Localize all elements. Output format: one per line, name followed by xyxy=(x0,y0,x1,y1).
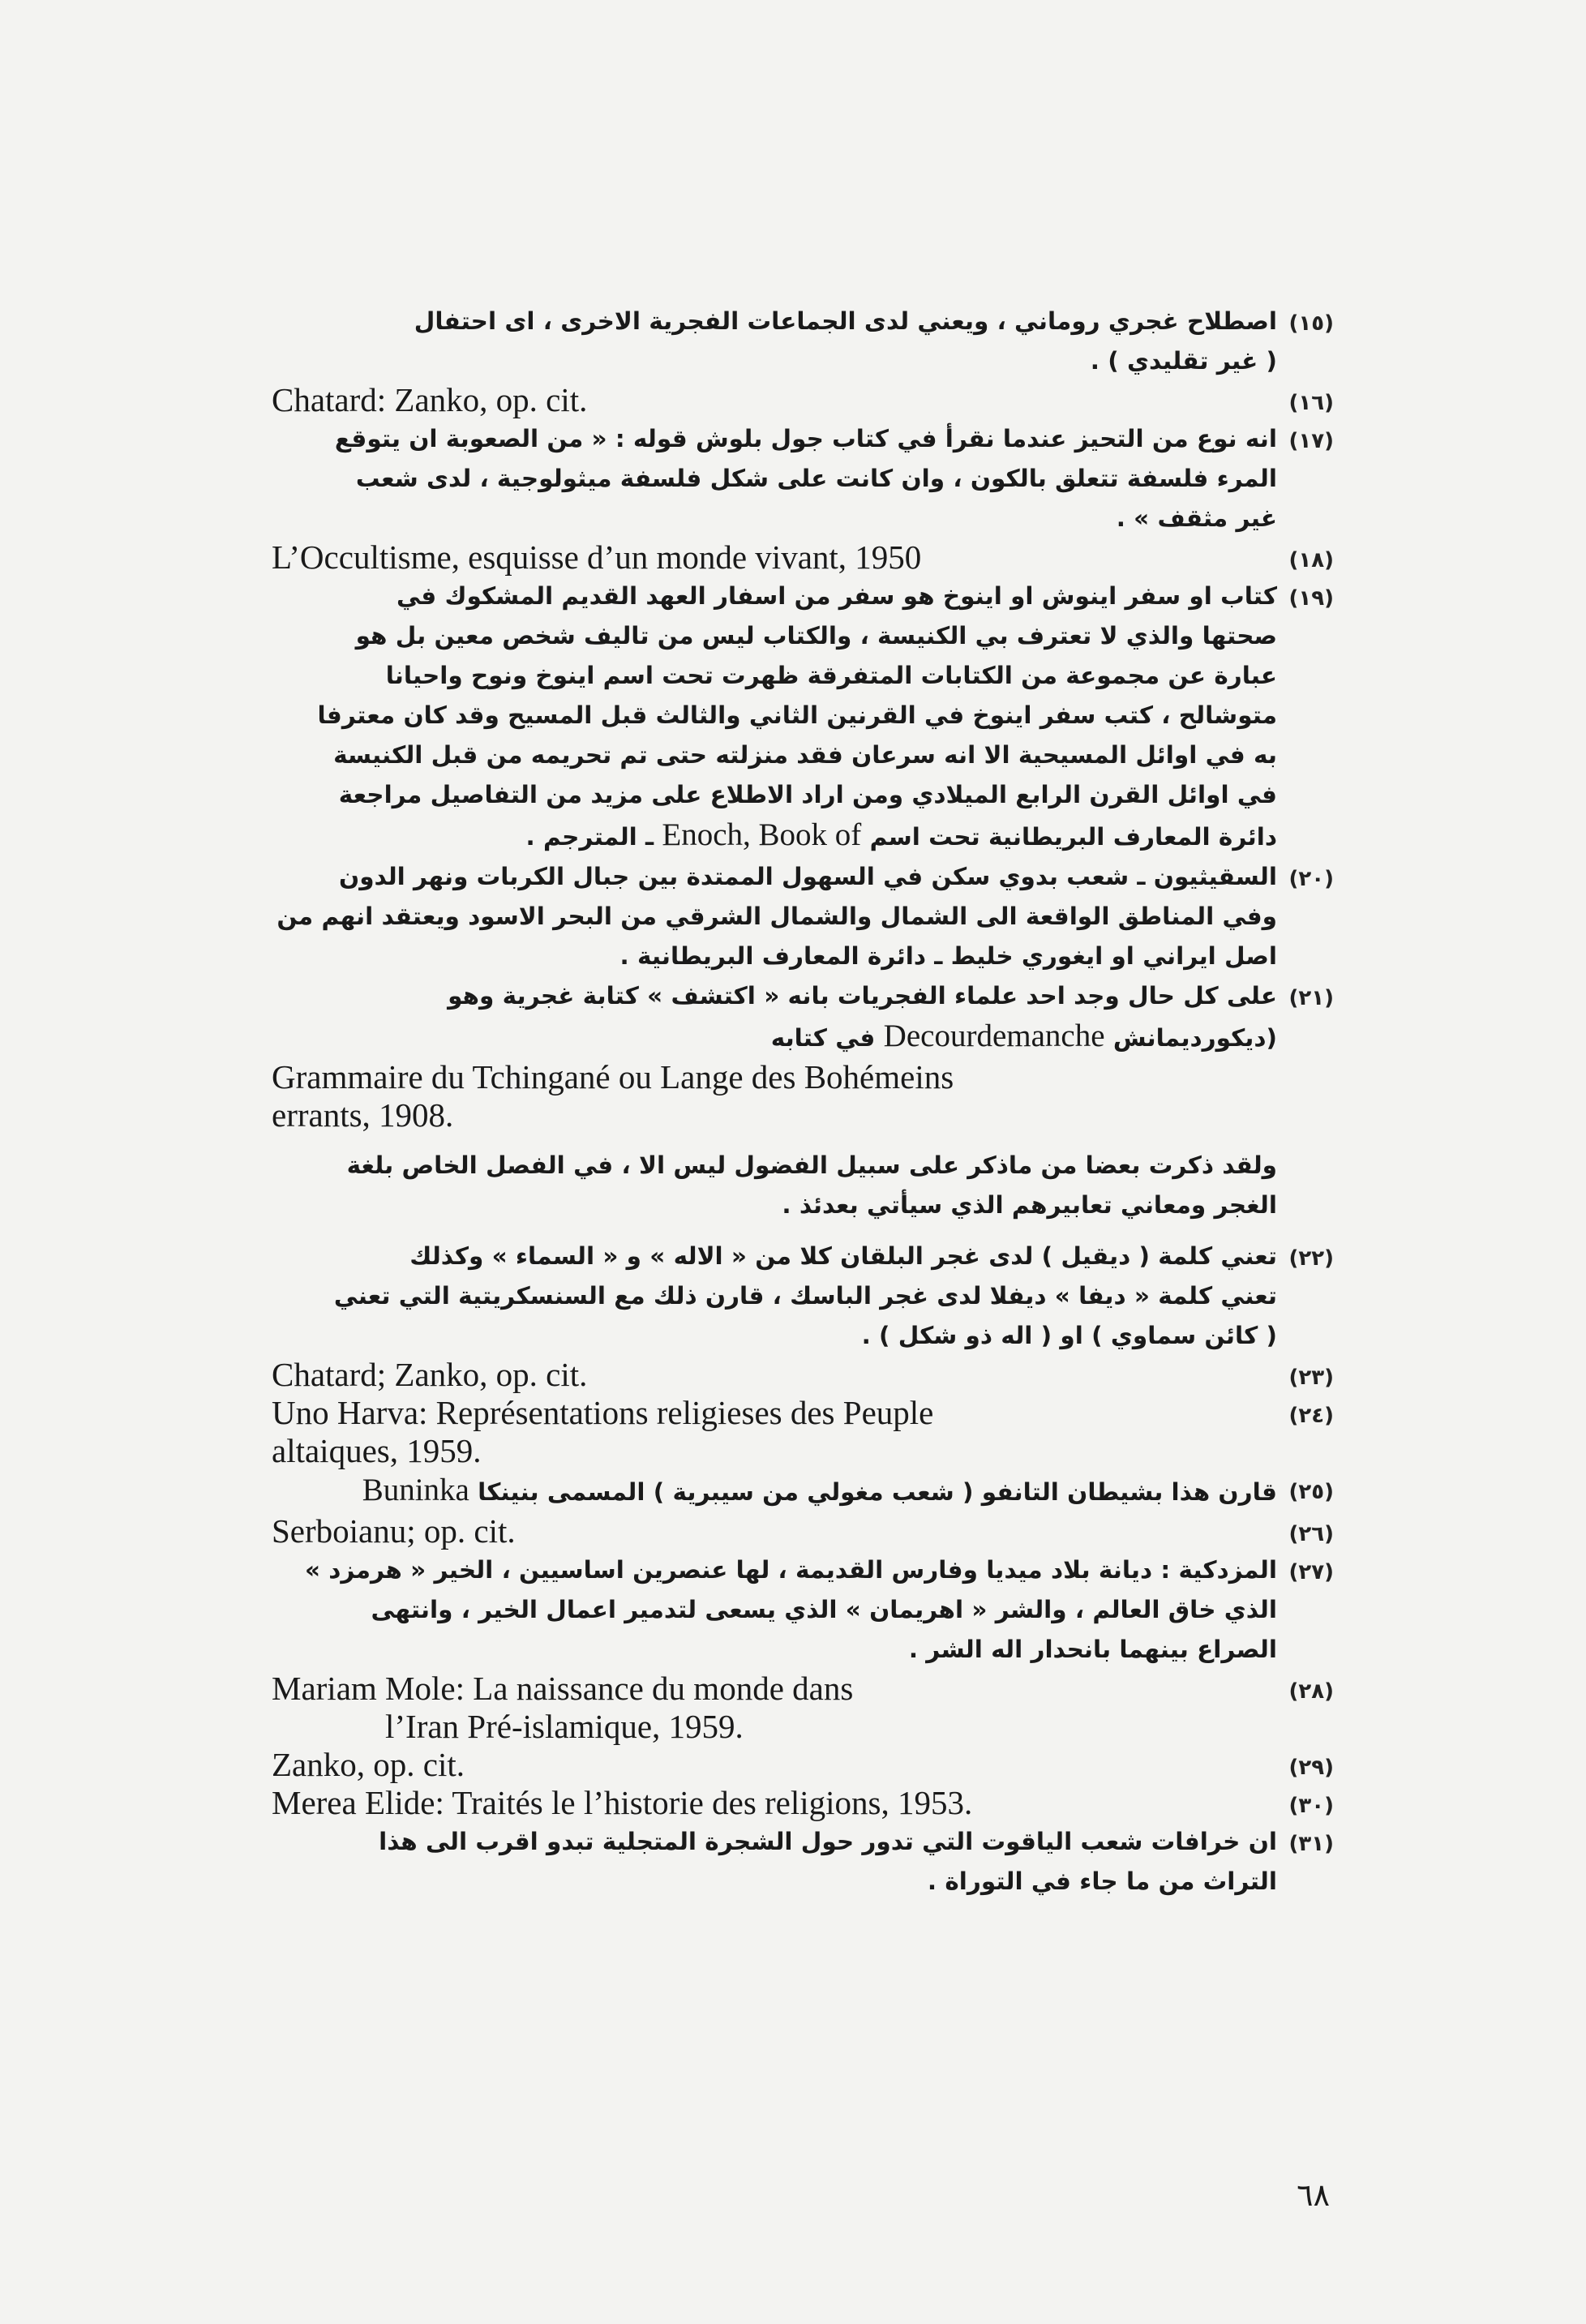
note-text-line: صحتها والذي لا تعترف بي الكنيسة ، والكتاب ليس من تاليف شخص معين بل هو xyxy=(355,622,1277,650)
latin-fragment: Enoch, Book of xyxy=(662,817,862,852)
note-24 xyxy=(272,1394,1334,1470)
note-text-line: السقيثيون ـ شعب بدوي سكن في السهول الممتدة بين جبال الكربات ونهر الدون xyxy=(339,863,1277,890)
note-text-line: تعني كلمة « ديفا » ديفلا لدى غجر الباسك ، قارن ذلك مع السنسكريتية التي تعني xyxy=(333,1282,1277,1310)
arabic-fragment: دائرة المعارف البريطانية تحت اسم xyxy=(869,823,1277,851)
citation-line: errants, 1908. xyxy=(272,1096,454,1134)
note-number: (٢٨) xyxy=(1288,1679,1334,1704)
note-text-line: غير مثقف » . xyxy=(1116,504,1277,532)
arabic-fragment: في كتابه xyxy=(770,1024,876,1052)
note-number: (٢٣) xyxy=(1288,1366,1334,1390)
note-number: (٢٧) xyxy=(1288,1560,1334,1584)
note-text-line: وفي المناطق الواقعة الى الشمال والشمال الشرقي من البحر الاسود ويعتقد انهم من xyxy=(276,903,1277,930)
note-31 xyxy=(272,1822,1334,1902)
note-15 xyxy=(272,302,1334,381)
page-number: ٦٨ xyxy=(1297,2177,1330,2213)
note-number: (١٦) xyxy=(1288,391,1334,415)
note-text-line: ان خرافات شعب الياقوت التي تدور حول الشجرة المتجلية تبدو اقرب الى هذا xyxy=(379,1828,1277,1855)
note-30 xyxy=(272,1784,1334,1822)
citation-line: L’Occultisme, esquisse d’un monde vivant, 1950 xyxy=(272,538,922,576)
note-number: (٢٤) xyxy=(1288,1404,1334,1428)
note-number: (٣٠) xyxy=(1288,1794,1334,1818)
note-number: (٢٠) xyxy=(1288,867,1334,891)
latin-fragment: Decourdemanche xyxy=(883,1018,1105,1053)
note-text-line: تعني كلمة ( ديقيل ) لدى غجر البلقان كلا من « الاله » و « السماء » وكذلك xyxy=(409,1242,1277,1270)
note-23 xyxy=(272,1356,1334,1394)
note-text-line: ولقد ذكرت بعضا من ماذكر على سبيل الفضول ليس الا ، في الفصل الخاص بلغة xyxy=(346,1151,1277,1179)
note-text-line: الذي خاق العالم ، والشر « اهريمان » الذي يسعى لتدمير اعمال الخير ، وانتهى xyxy=(371,1596,1277,1623)
note-28 xyxy=(272,1670,1334,1746)
citation-line: Zanko, op. cit. xyxy=(272,1746,465,1783)
note-text-line: الغجر ومعاني تعابيرهم الذي سيأتي بعدئذ . xyxy=(782,1191,1277,1219)
citation-line: Grammaire du Tchingané ou Lange des Bohémeins xyxy=(272,1058,954,1096)
note-text-line: التراث من ما جاء في التوراة . xyxy=(927,1867,1277,1895)
note-number: (١٩) xyxy=(1288,586,1334,611)
note-text-line: في اوائل القرن الرابع الميلادي ومن اراد الاطلاع على مزيد من التفاصيل مراجعة xyxy=(338,781,1277,808)
note-18 xyxy=(272,538,1334,577)
citation-line: altaiques, 1959. xyxy=(272,1432,482,1469)
note-25 xyxy=(272,1470,1334,1512)
note-number: (٣١) xyxy=(1288,1832,1334,1856)
endnotes-list xyxy=(272,302,1334,1902)
citation-line: Uno Harva: Représentations religieses des Peuple xyxy=(272,1394,934,1431)
note-text-line: اصطلاح غجري روماني ، ويعني لدى الجماعات الفجرية الاخرى ، اى احتفال xyxy=(414,307,1277,335)
note-number: (١٨) xyxy=(1288,548,1334,572)
note-text-line: اصل ايراني او ايغوري خليط ـ دائرة المعارف البريطانية . xyxy=(619,942,1277,970)
note-27 xyxy=(272,1550,1334,1670)
note-number: (٢٩) xyxy=(1288,1756,1334,1780)
note-mixed-line xyxy=(272,815,1277,857)
note-26 xyxy=(272,1512,1334,1550)
note-text-line: المزدكية : ديانة بلاد ميديا وفارس القديمة ، لها عنصرين اساسيين ، الخير « هرمزد » xyxy=(304,1556,1277,1584)
note-21 xyxy=(272,976,1334,1225)
arabic-fragment: قارن هذا بشيطان التانفو ( شعب مغولي من سيبرية ) المسمى بنينكا xyxy=(478,1478,1277,1506)
note-mixed-line xyxy=(272,1016,1277,1058)
note-22 xyxy=(272,1237,1334,1356)
note-16 xyxy=(272,381,1334,419)
citation-line: Merea Elide: Traités le l’historie des religions, 1953. xyxy=(272,1784,973,1821)
note-text-line: عبارة عن مجموعة من الكتابات المتفرقة ظهرت تحت اسم اينوخ ونوح واحيانا xyxy=(385,662,1277,689)
citation-line: Serboianu; op. cit. xyxy=(272,1512,516,1550)
note-text-line: ( غير تقليدي ) . xyxy=(1090,347,1277,375)
note-text-line: متوشالح ، كتب سفر اينوخ في القرنين الثاني والثالث قبل المسيح وقد كان معترفا xyxy=(317,701,1277,729)
note-text-line: على كل حال وجد احد علماء الفجريات بانه « اكتشف » كتابة غجرية وهو xyxy=(448,982,1277,1010)
note-number: (٢٢) xyxy=(1288,1246,1334,1271)
note-20 xyxy=(272,857,1334,976)
citation-line: Chatard; Zanko, op. cit. xyxy=(272,1356,588,1393)
note-17 xyxy=(272,419,1334,538)
note-text-line: الصراع بينهما بانحدار اله الشر . xyxy=(908,1636,1277,1663)
note-text-line: المرء فلسفة تتعلق بالكون ، وان كانت على شكل فلسفة ميثولوجية ، لدى شعب xyxy=(355,465,1277,492)
citation-line: Chatard: Zanko, op. cit. xyxy=(272,381,588,418)
note-number: (١٧) xyxy=(1288,429,1334,453)
note-29 xyxy=(272,1746,1334,1784)
note-mixed-line xyxy=(272,1470,1277,1512)
note-text-line: انه نوع من التحيز عندما نقرأ في كتاب جول بلوش قوله : « من الصعوبة ان يتوقع xyxy=(334,425,1277,452)
latin-fragment: Buninka xyxy=(362,1473,469,1507)
note-number: (٢٦) xyxy=(1288,1522,1334,1546)
citation-line: Mariam Mole: La naissance du monde dans xyxy=(272,1670,854,1707)
note-19 xyxy=(272,577,1334,857)
arabic-fragment: (ديكورديمانش xyxy=(1112,1024,1277,1052)
arabic-fragment: ـ المترجم . xyxy=(525,823,654,851)
citation-line: l’Iran Pré-islamique, 1959. xyxy=(385,1708,744,1745)
note-number: (١٥) xyxy=(1288,311,1334,336)
note-text-line: به في اوائل المسيحية الا انه سرعان فقد منزلته حتى تم تحريمه من قبل الكنيسة xyxy=(333,741,1277,769)
note-text-line: كتاب او سفر اينوش او اينوخ هو سفر من اسفار العهد القديم المشكوك في xyxy=(396,582,1277,610)
note-number: (٢٥) xyxy=(1288,1480,1334,1504)
note-text-line: ( كائن سماوي ) او ( اله ذو شكل ) . xyxy=(861,1322,1277,1349)
note-number: (٢١) xyxy=(1288,986,1334,1010)
